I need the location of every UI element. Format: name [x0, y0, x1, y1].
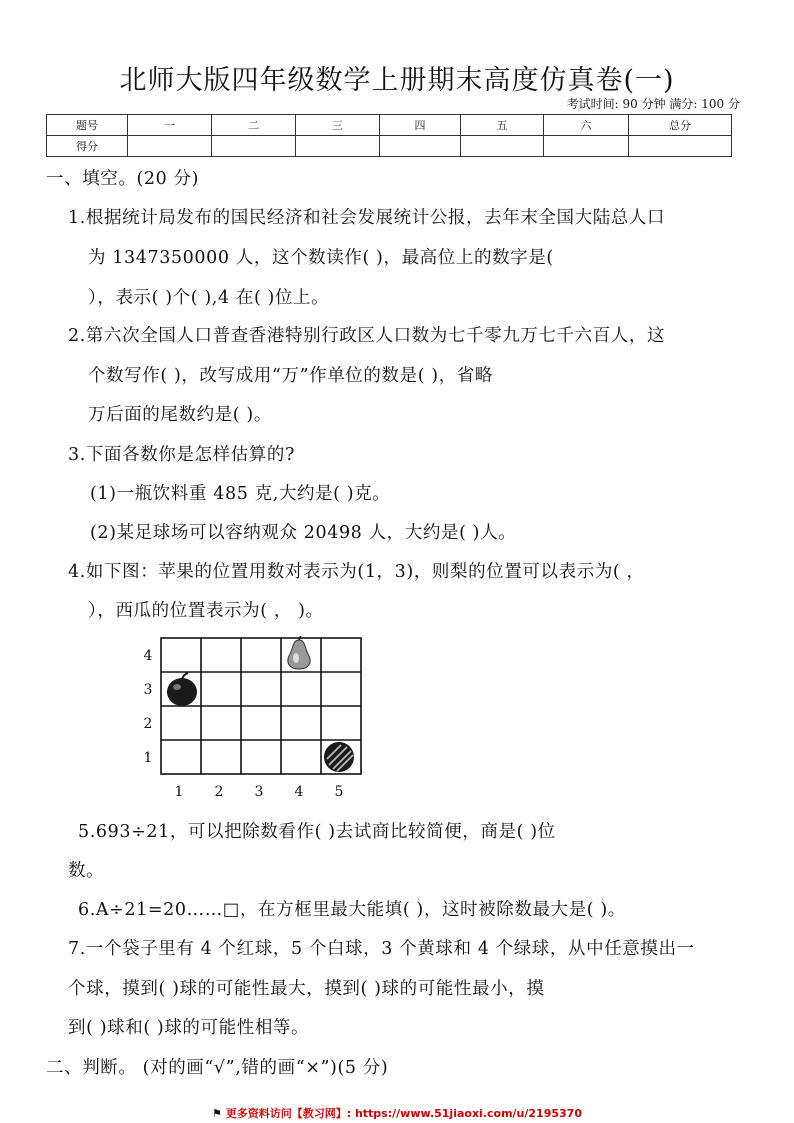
- table-cell: 五: [461, 115, 544, 136]
- q1-line3: ），表示( )个( ),4 在( )位上。: [88, 288, 330, 308]
- score-table-header-row: [47, 115, 732, 136]
- score-input-cell[interactable]: [380, 136, 461, 157]
- table-cell: 一: [128, 115, 212, 136]
- pear-icon: [288, 636, 310, 669]
- q5-line1: 5.693÷21，可以把除数看作( )去试商比较简便，商是( )位: [78, 822, 556, 842]
- exam-info: 考试时间: 90 分钟 满分: 100 分: [566, 97, 740, 111]
- section2-heading: 二、判断。 (对的画“√”,错的画“×”)(5 分): [46, 1058, 389, 1078]
- footer-url[interactable]: https://www.51jiaoxi.com/u/2195370: [354, 1107, 582, 1120]
- score-input-cell[interactable]: [128, 136, 212, 157]
- q7-line1: 7.一个袋子里有 4 个红球，5 个白球，3 个黄球和 4 个绿球，从中任意摸出一: [68, 939, 695, 959]
- page-title: 北师大版四年级数学上册期末高度仿真卷(一): [119, 65, 675, 96]
- score-input-cell[interactable]: [461, 136, 544, 157]
- apple-icon: [167, 673, 197, 706]
- y-label: 3: [143, 682, 153, 698]
- q1-line2: 为 1347350000 人，这个数读作( )，最高位上的数字是(: [88, 248, 554, 268]
- score-input-cell[interactable]: [629, 136, 732, 157]
- score-input-cell[interactable]: [212, 136, 296, 157]
- q3-1-line: (1)一瓶饮料重 485 克,大约是( )克。: [90, 484, 391, 504]
- score-table: [46, 114, 732, 157]
- q7-line2: 个球，摸到( )球的可能性最大，摸到( )球的可能性最小，摸: [68, 979, 545, 999]
- x-label: 1: [174, 784, 184, 800]
- q3-line: 3.下面各数你是怎样估算的?: [68, 445, 295, 465]
- score-table-score-row: [47, 136, 732, 157]
- x-label: 4: [294, 784, 304, 800]
- table-cell: 三: [296, 115, 380, 136]
- score-input-cell[interactable]: [296, 136, 380, 157]
- q1-line1: 1.根据统计局发布的国民经济和社会发展统计公报，去年末全国大陆总人口: [68, 208, 666, 228]
- watermelon-icon: [324, 742, 354, 772]
- q5-line2: 数。: [68, 861, 105, 881]
- coordinate-grid-figure: [138, 636, 378, 810]
- q3-2-line: (2)某足球场可以容纳观众 20498 人，大约是( )人。: [90, 523, 517, 543]
- table-cell: 二: [212, 115, 296, 136]
- footer-prefix: 更多资料访问【教习网】:: [225, 1107, 355, 1120]
- table-cell: 总分: [629, 115, 732, 136]
- q4-line1: 4.如下图：苹果的位置用数对表示为(1，3)，则梨的位置可以表示为( ，: [68, 562, 645, 582]
- footer-link[interactable]: [0, 1105, 794, 1121]
- flag-icon: ⚑: [212, 1107, 226, 1120]
- q7-line3: 到( )球和( )球的可能性相等。: [68, 1018, 310, 1038]
- section1-heading: 一、填空。(20 分): [46, 169, 200, 189]
- coordinate-grid: [138, 636, 378, 806]
- q2-line1: 2.第六次全国人口普查香港特别行政区人口数为七千零九万七千六百人，这: [68, 326, 666, 346]
- q2-line3: 万后面的尾数约是( )。: [88, 405, 272, 425]
- y-label: 2: [143, 716, 153, 732]
- q6-line: 6.A÷21=20……□，在方框里最大能填( )，这时被除数最大是( )。: [78, 900, 626, 920]
- table-cell: 题号: [47, 115, 128, 136]
- y-label: 1: [143, 750, 153, 766]
- table-cell: 四: [380, 115, 461, 136]
- y-label: 4: [143, 648, 153, 664]
- q4-line2: ），西瓜的位置表示为( ， )。: [88, 601, 324, 621]
- x-label: 2: [214, 784, 224, 800]
- table-cell: 得分: [47, 136, 128, 157]
- x-label: 3: [254, 784, 264, 800]
- q2-line2: 个数写作( )，改写成用“万”作单位的数是( )，省略: [88, 366, 494, 386]
- x-label: 5: [334, 784, 344, 800]
- score-input-cell[interactable]: [544, 136, 629, 157]
- table-cell: 六: [544, 115, 629, 136]
